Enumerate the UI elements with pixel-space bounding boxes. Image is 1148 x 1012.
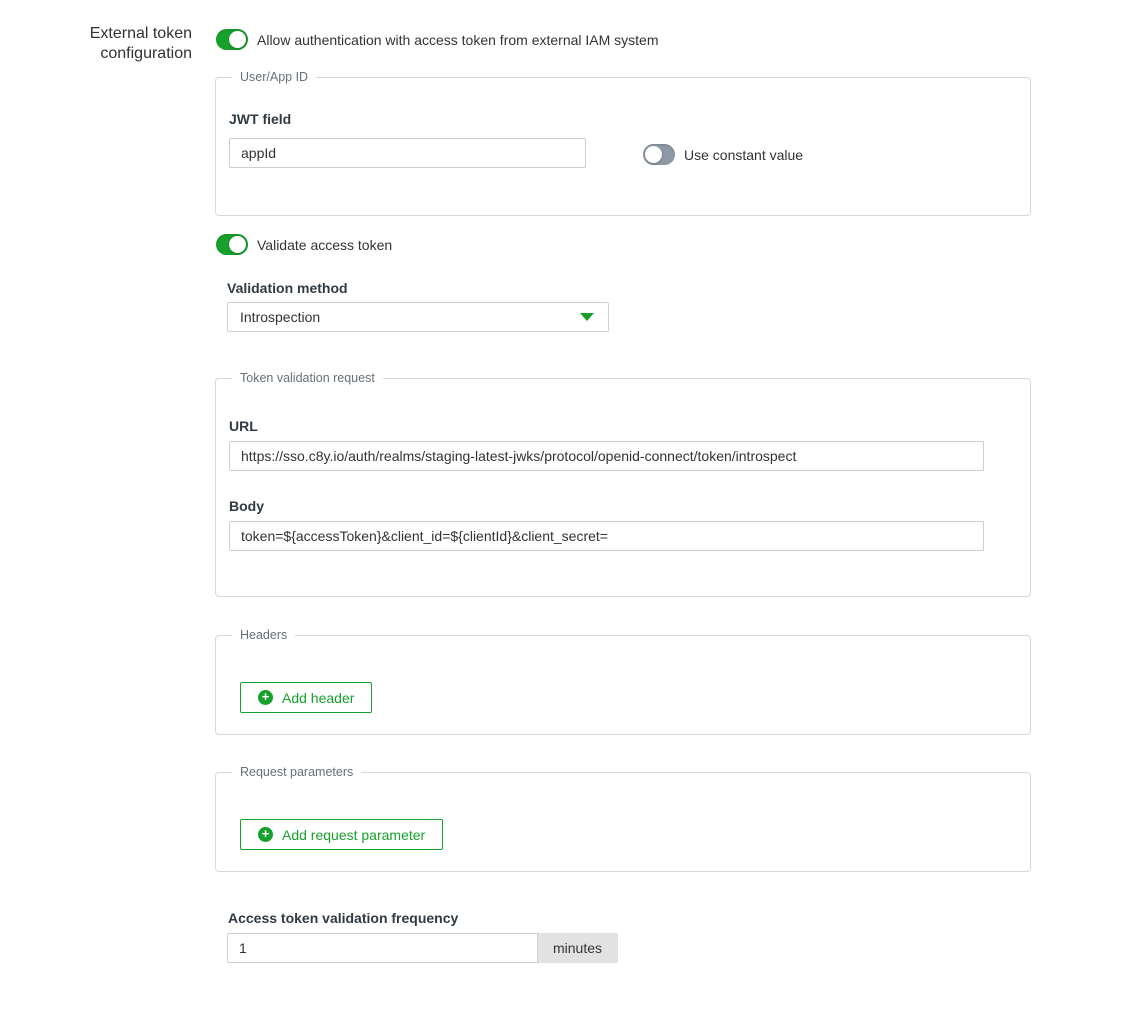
add-header-button-label: Add header <box>282 689 355 706</box>
toggle-on-icon[interactable] <box>216 234 248 255</box>
headers-legend: Headers <box>232 627 295 644</box>
jwt-field-input[interactable] <box>229 138 586 168</box>
frequency-input-group <box>227 933 618 963</box>
toggle-knob <box>645 146 662 163</box>
add-request-parameter-button-label: Add request parameter <box>282 826 426 843</box>
toggle-knob <box>229 236 246 253</box>
add-request-parameter-button[interactable] <box>240 819 443 850</box>
validation-method-select[interactable] <box>227 302 609 332</box>
use-constant-value-toggle-label: Use constant value <box>684 146 804 163</box>
toggle-knob <box>229 31 246 48</box>
user-app-id-legend: User/App ID <box>232 69 316 86</box>
toggle-on-icon[interactable] <box>216 29 248 50</box>
token-validation-request-fieldset <box>215 371 1031 597</box>
validate-access-token-toggle-label: Validate access token <box>257 236 393 253</box>
plus-circle-icon: + <box>258 827 273 842</box>
validation-method-selected-value: Introspection <box>240 309 321 325</box>
toggle-off-icon[interactable] <box>643 144 675 165</box>
request-parameters-legend: Request parameters <box>232 764 361 781</box>
allow-authentication-toggle-label: Allow authentication with access token from external IAM system <box>257 31 659 48</box>
request-parameters-fieldset <box>215 765 1031 872</box>
use-constant-value-toggle-row[interactable] <box>643 144 803 165</box>
url-label: URL <box>229 418 258 434</box>
frequency-input[interactable] <box>227 933 538 963</box>
access-token-validation-frequency-label: Access token validation frequency <box>228 910 459 926</box>
jwt-field-label: JWT field <box>229 111 292 127</box>
plus-circle-icon: + <box>258 690 273 705</box>
validate-access-token-toggle-row[interactable] <box>216 234 392 255</box>
validation-method-label: Validation method <box>227 280 348 296</box>
url-input[interactable] <box>229 441 984 471</box>
page-title: External token configuration <box>89 25 192 62</box>
body-input[interactable] <box>229 521 984 551</box>
user-app-id-fieldset <box>215 70 1031 216</box>
token-validation-request-legend: Token validation request <box>232 370 383 387</box>
body-label: Body <box>229 498 264 514</box>
frequency-unit-addon: minutes <box>538 933 618 963</box>
add-header-button[interactable] <box>240 682 372 713</box>
headers-fieldset <box>215 628 1031 735</box>
chevron-down-icon <box>580 313 594 321</box>
allow-authentication-toggle-row[interactable] <box>216 29 659 50</box>
